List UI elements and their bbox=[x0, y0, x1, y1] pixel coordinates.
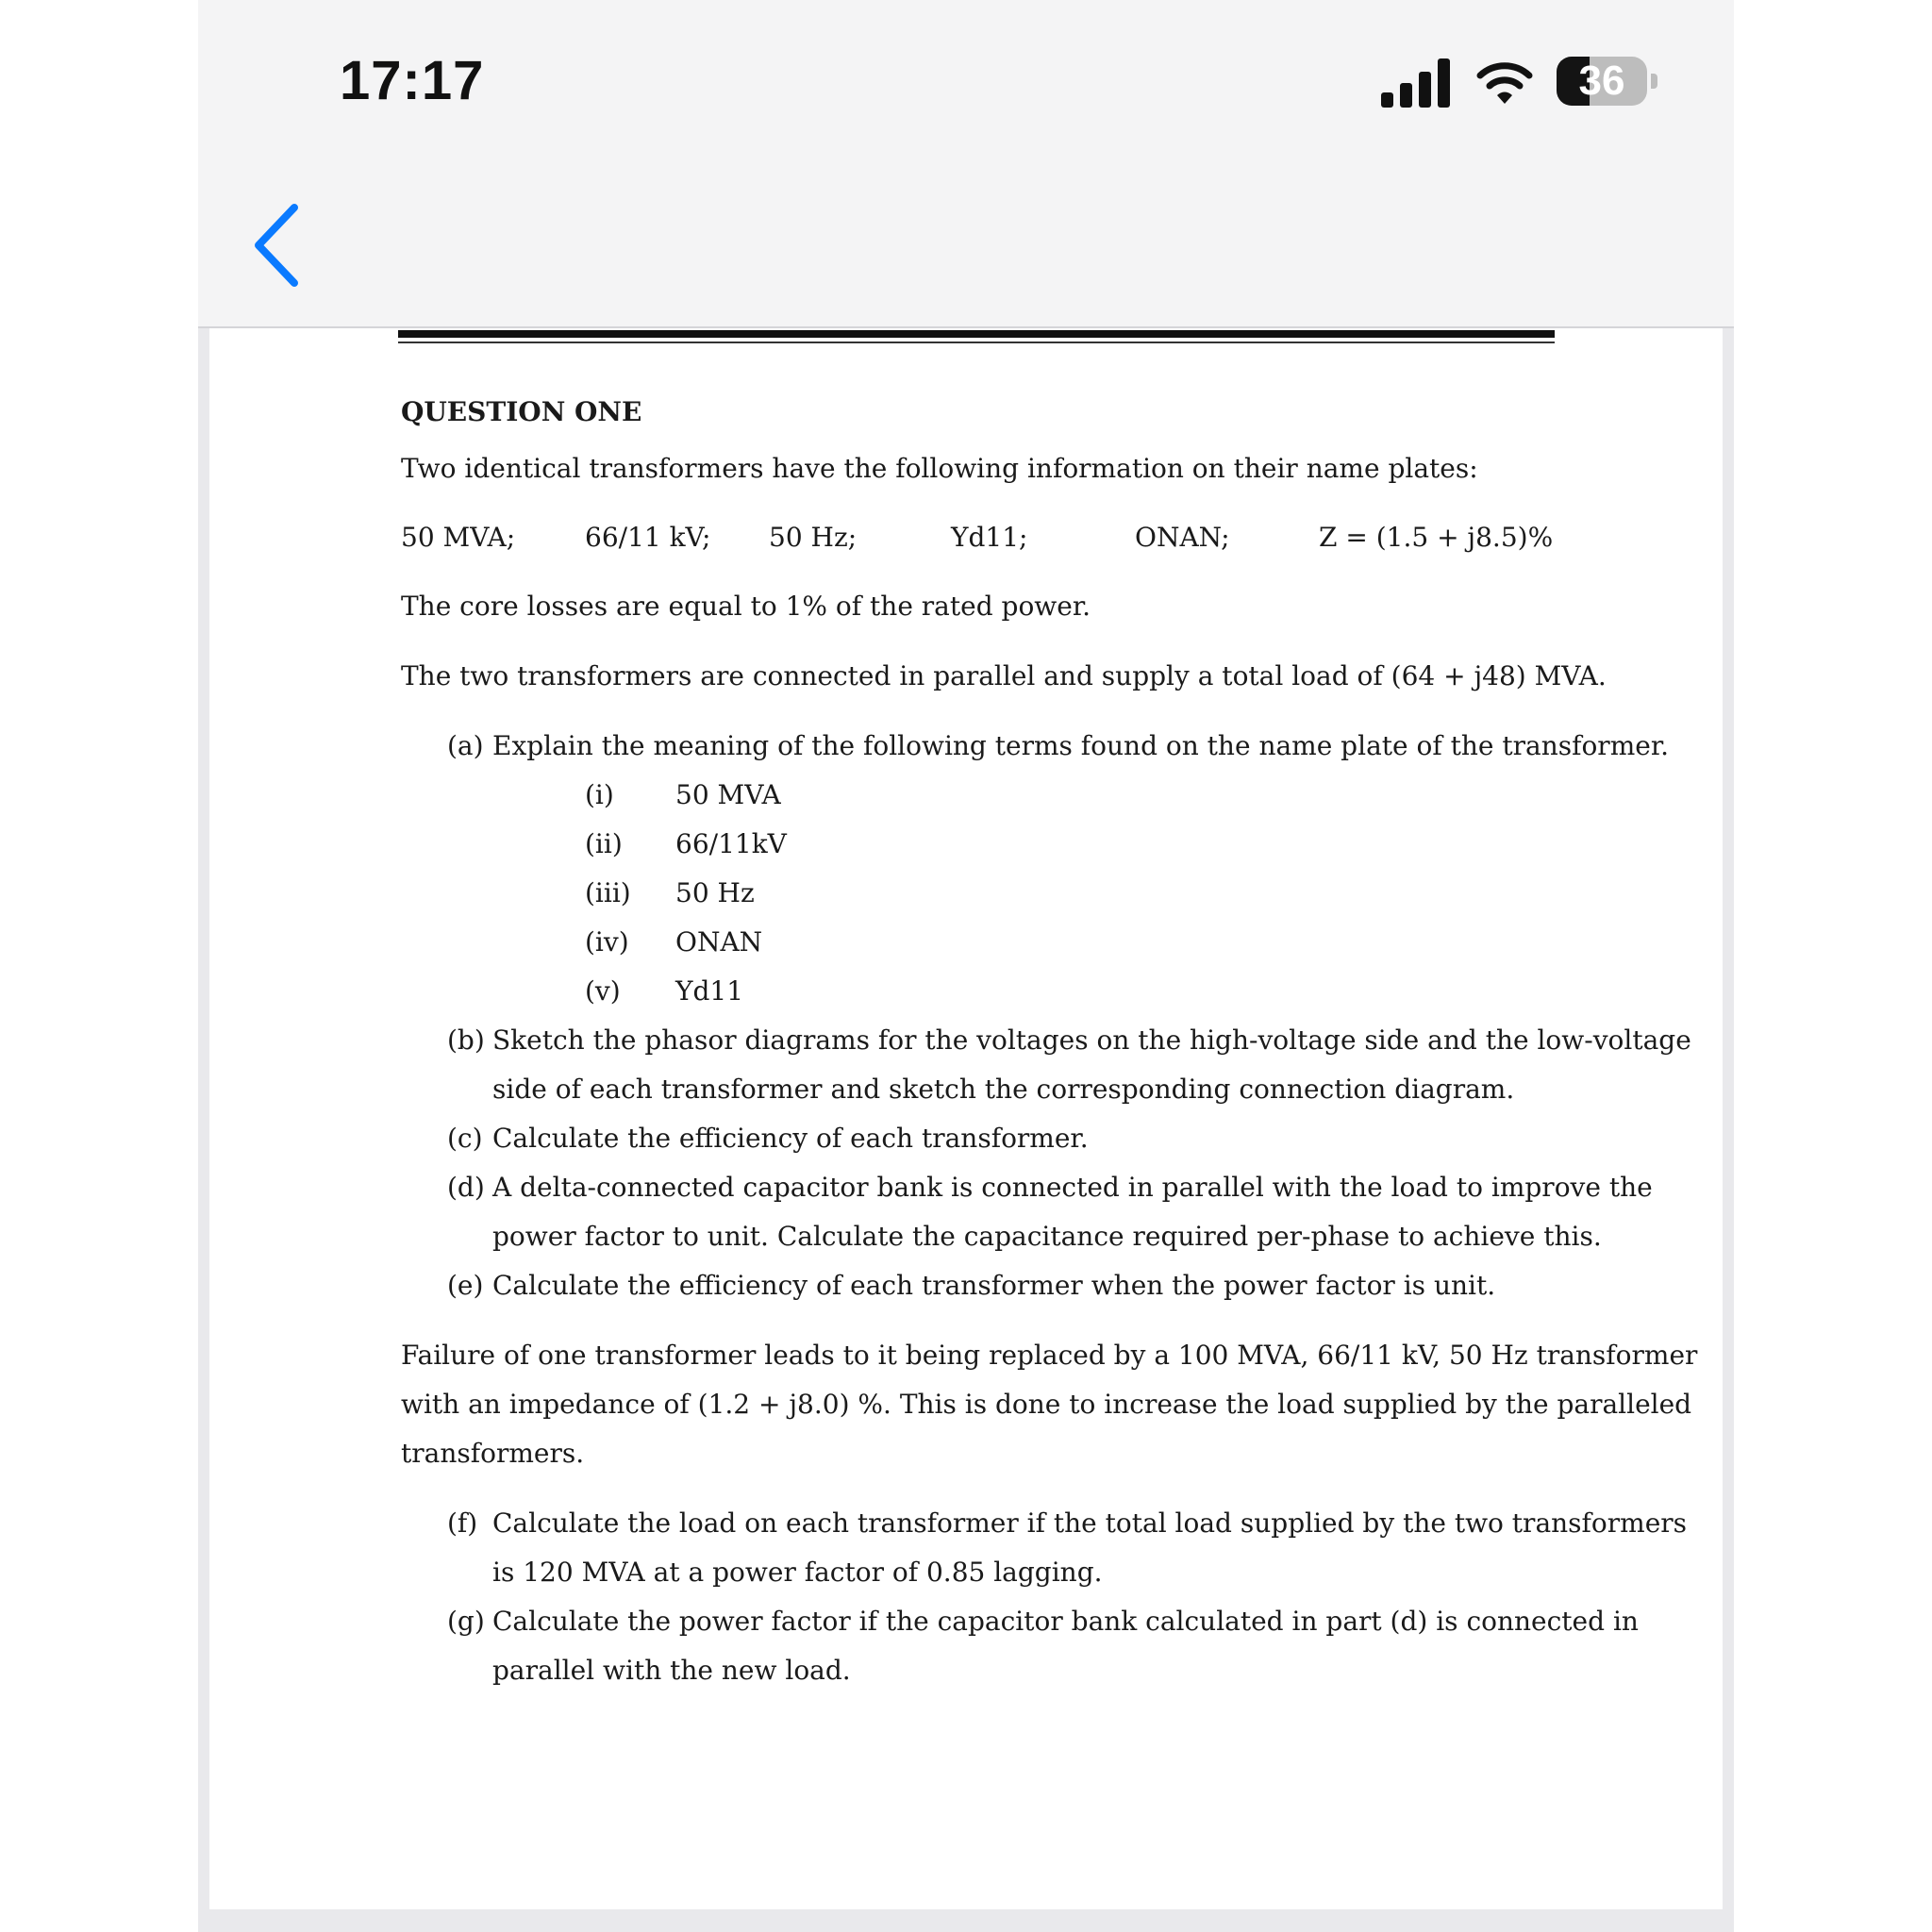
intro-text: Two identical transformers have the following information on their name plates: bbox=[401, 453, 1478, 484]
status-bar bbox=[198, 0, 1734, 160]
failure-line3: transformers. bbox=[401, 1438, 585, 1469]
nameplate-vector-group: Yd11; bbox=[951, 522, 1028, 553]
part-g-line2: parallel with the new load. bbox=[492, 1655, 851, 1686]
part-f-line1: Calculate the load on each transformer if the total load supplied by the two transformers bbox=[492, 1507, 1688, 1539]
failure-line1: Failure of one transformer leads to it being replaced by a 100 MVA, 66/11 kV, 50 Hz transformer bbox=[401, 1340, 1698, 1371]
part-a-text: Explain the meaning of the following terms found on the name plate of the transformer. bbox=[492, 730, 1670, 761]
part-c-label: (c) bbox=[447, 1123, 483, 1154]
document-page bbox=[209, 328, 1723, 1909]
part-d-line2: power factor to unit. Calculate the capacitance required per-phase to achieve this. bbox=[492, 1221, 1602, 1252]
part-a-label: (a) bbox=[447, 730, 484, 761]
nameplate-cooling: ONAN; bbox=[1135, 522, 1230, 553]
signal-icon bbox=[1381, 58, 1453, 108]
term-label: (v) bbox=[585, 975, 621, 1007]
chevron-left-icon bbox=[236, 198, 321, 292]
term-text: 50 MVA bbox=[675, 779, 781, 810]
term-text: 50 Hz bbox=[675, 877, 755, 908]
term-text: Yd11 bbox=[675, 975, 744, 1007]
part-g-label: (g) bbox=[447, 1606, 485, 1637]
part-b-line2: side of each transformer and sketch the corresponding connection diagram. bbox=[492, 1074, 1515, 1105]
part-b-label: (b) bbox=[447, 1024, 485, 1056]
term-label: (iii) bbox=[585, 877, 631, 908]
term-label: (ii) bbox=[585, 828, 623, 859]
phone-screen bbox=[198, 0, 1734, 1932]
part-f-line2: is 120 MVA at a power factor of 0.85 lagging. bbox=[492, 1557, 1103, 1588]
part-g-line1: Calculate the power factor if the capacitor bank calculated in part (d) is connected in bbox=[492, 1606, 1639, 1637]
navigation-bar bbox=[198, 160, 1734, 328]
battery-nub bbox=[1651, 74, 1657, 89]
wifi-icon bbox=[1476, 58, 1533, 106]
question-title: QUESTION ONE bbox=[401, 396, 642, 427]
nameplate-rating: 50 MVA; bbox=[401, 522, 516, 553]
term-label: (i) bbox=[585, 779, 614, 810]
failure-line2: with an impedance of (1.2 + j8.0) %. This is done to increase the load supplied by the paralleled bbox=[401, 1389, 1692, 1420]
nameplate-impedance: Z = (1.5 + j8.5)% bbox=[1319, 522, 1554, 553]
battery-icon bbox=[1557, 57, 1647, 106]
part-e-text: Calculate the efficiency of each transformer when the power factor is unit. bbox=[492, 1270, 1496, 1301]
part-f-label: (f) bbox=[447, 1507, 478, 1539]
battery-level: 36 bbox=[1578, 58, 1625, 104]
part-d-line1: A delta-connected capacitor bank is connected in parallel with the load to improve the bbox=[492, 1172, 1653, 1203]
nameplate-frequency: 50 Hz; bbox=[769, 522, 858, 553]
term-text: ONAN bbox=[675, 926, 763, 958]
part-e-label: (e) bbox=[447, 1270, 484, 1301]
part-d-label: (d) bbox=[447, 1172, 485, 1203]
status-time: 17:17 bbox=[340, 50, 485, 111]
term-text: 66/11kV bbox=[675, 828, 787, 859]
parallel-load-text: The two transformers are connected in parallel and supply a total load of (64 + j48) MVA. bbox=[401, 660, 1607, 691]
part-b-line1: Sketch the phasor diagrams for the voltages on the high-voltage side and the low-voltage bbox=[492, 1024, 1691, 1056]
term-label: (iv) bbox=[585, 926, 629, 958]
header-rule-thin bbox=[398, 341, 1555, 343]
nameplate-voltage: 66/11 kV; bbox=[585, 522, 711, 553]
part-c-text: Calculate the efficiency of each transformer. bbox=[492, 1123, 1089, 1154]
header-rule bbox=[398, 330, 1555, 338]
core-losses-text: The core losses are equal to 1% of the rated power. bbox=[401, 591, 1091, 622]
back-button[interactable] bbox=[236, 198, 321, 292]
